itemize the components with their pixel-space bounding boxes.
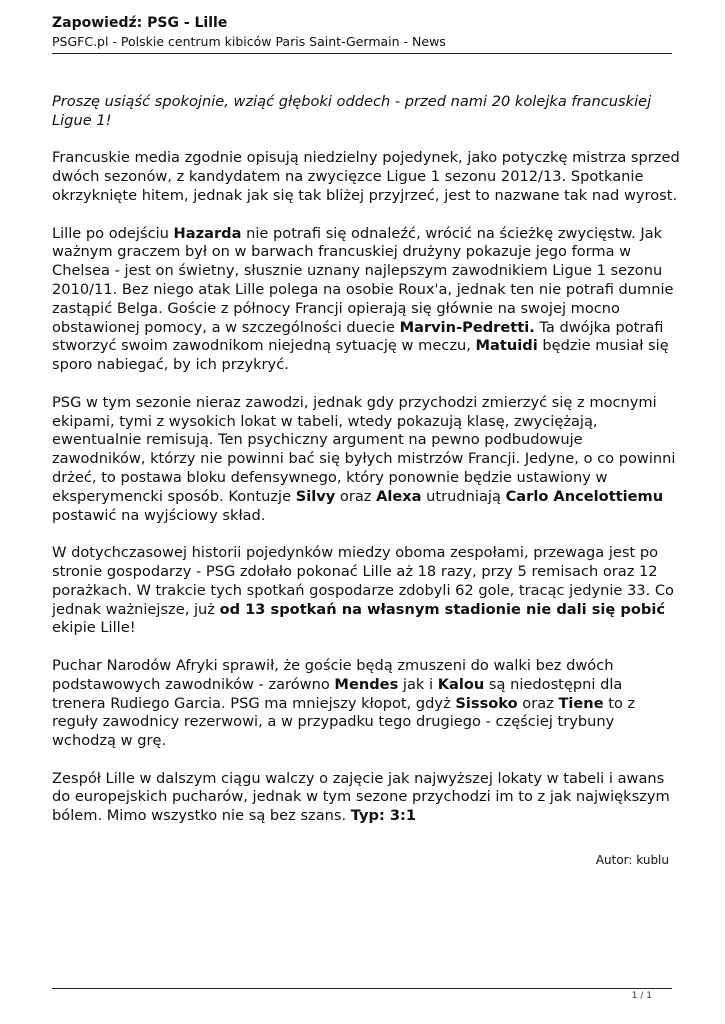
paragraph-3-bold-3: Carlo Ancelottiemu bbox=[505, 487, 664, 505]
site-subtitle: PSGFC.pl - Polskie centrum kibiców Paris Saint-Germain - News bbox=[52, 34, 446, 49]
paragraph-2-text-3: Ta dwójka potrafi stworzyć swoim zawodnikom niejedną sytuację w meczu, bbox=[52, 318, 664, 355]
paragraph-3-bold-2: Alexa bbox=[376, 487, 422, 505]
footer-divider bbox=[52, 988, 672, 989]
page-title: Zapowiedź: PSG - Lille bbox=[52, 15, 228, 31]
paragraph-5-text-2: jak i bbox=[398, 675, 438, 693]
page-number: 1 / 1 bbox=[631, 991, 652, 1001]
paragraph-3 bbox=[52, 394, 680, 526]
paragraph-5-bold-4: Tiene bbox=[558, 694, 604, 712]
author-credit: Autor: kublu bbox=[595, 853, 669, 867]
paragraph-2-text-4: będzie musiał się sporo nabiegać, by ich przykryć. bbox=[52, 337, 669, 374]
header-divider bbox=[52, 53, 672, 54]
article-body bbox=[52, 93, 680, 845]
paragraph-3-text-3: utrudniają bbox=[421, 487, 506, 505]
paragraph-3-bold-1: Silvy bbox=[295, 487, 336, 505]
document-header bbox=[52, 14, 672, 50]
paragraph-2-bold-1: Hazarda bbox=[173, 224, 242, 242]
paragraph-4-bold-1: od 13 spotkań na własnym stadionie nie dali się pobić bbox=[219, 600, 665, 618]
paragraph-1: Francuskie media zgodnie opisują niedzielny pojedynek, jako potyczkę mistrza sprzed dwóch sezonów, z kandydatem na zwycięzce Ligue 1 sezonu 2012/13. Spotkanie okrzyknięte hitem, jednak jak się tak bliżej przyjrzeć, jest to nazwane tak nad wyrost. bbox=[52, 149, 680, 204]
paragraph-2-text-1: Lille po odejściu bbox=[52, 224, 174, 242]
paragraph-5-text-3: są niedostępni dla trenera Rudiego Garcia. PSG ma mniejszy kłopot, gdyż bbox=[52, 675, 623, 712]
paragraph-5 bbox=[52, 657, 680, 751]
paragraph-5-bold-1: Mendes bbox=[334, 675, 399, 693]
paragraph-5-text-5: to z reguły zawodnicy rezerwowi, a w przypadku tego drugiego - częściej trybuny wchodzą w grę. bbox=[52, 694, 636, 750]
paragraph-3-text-2: oraz bbox=[335, 487, 377, 505]
paragraph-3-text-4: postawić na wyjściowy skład. bbox=[52, 506, 266, 524]
paragraph-5-text-4: oraz bbox=[517, 694, 559, 712]
paragraph-6-text-1: Zespół Lille w dalszym ciągu walczy o zajęcie jak najwyższej lokaty w tabeli i awans do europejskich pucharów, jednak w tym sezone przychodzi im to z jak największym bólem. Mimo wszystko nie są bez szans. bbox=[52, 769, 670, 825]
paragraph-4 bbox=[52, 544, 680, 638]
paragraph-5-bold-3: Sissoko bbox=[455, 694, 518, 712]
paragraph-4-text-1: W dotychczasowej historii pojedynków miedzy oboma zespołami, przewaga jest po stronie gospodarzy - PSG zdołało pokonać Lille aż 18 razy, przy 5 remisach oraz 12 porażkach. W trakcie tych spotkań gospodarze zdobyli 62 gole, tracąc jedynie 33. Co jednak ważniejsze, już bbox=[52, 544, 674, 618]
paragraph-2-text-2: nie potrafi się odnaleźć, wrócić na ścieżkę zwycięstw. Jak ważnym graczem był on w barwach francuskiej drużyny pokazuje jego forma w Chelsea - jest on świetny, słusznie uznany najlepszym zawodnikiem Ligue 1 sezonu 2010/11. Bez niego atak Lille polega na osobie Roux'a, jednak ten nie potrafi dumnie zastąpić Belga. Goście z północy Francji opierają się głównie na swojej mocno obstawionej pomocy, a w szczególności duecie bbox=[52, 224, 674, 336]
prediction: Typ: 3:1 bbox=[350, 807, 417, 825]
paragraph-2 bbox=[52, 225, 680, 375]
paragraph-3-text-1: PSG w tym sezonie nieraz zawodzi, jednak gdy przychodzi zmierzyć się z mocnymi ekipami, tymi z wysokich lokat w tabeli, wtedy pokazują klasę, zwyciężają, ewentualnie remisują. Ten psychiczny argument na pewno podbudowuje zawodników, którzy nie powinni bać się byłych mistrzów Francji. Jedyne, o co powinni drżeć, to postawa bloku defensywnego, który ponownie będzie ustawiony w eksperymencki sposób. Kontuzje bbox=[52, 393, 676, 505]
paragraph-4-text-2: ekipie Lille! bbox=[52, 619, 136, 637]
paragraph-2-bold-3: Matuidi bbox=[475, 337, 538, 355]
paragraph-2-bold-2: Marvin-Pedretti. bbox=[399, 318, 535, 336]
paragraph-5-text-1: Puchar Narodów Afryki sprawił, że goście będą zmuszeni do walki bez dwóch podstawowych zawodników - zarówno bbox=[52, 656, 614, 693]
article-intro: Proszę usiąść spokojnie, wziąć głęboki oddech - przed nami 20 kolejka francuskiej Ligue 1! bbox=[52, 93, 652, 129]
paragraph-5-bold-2: Kalou bbox=[437, 675, 485, 693]
paragraph-6 bbox=[52, 770, 680, 826]
